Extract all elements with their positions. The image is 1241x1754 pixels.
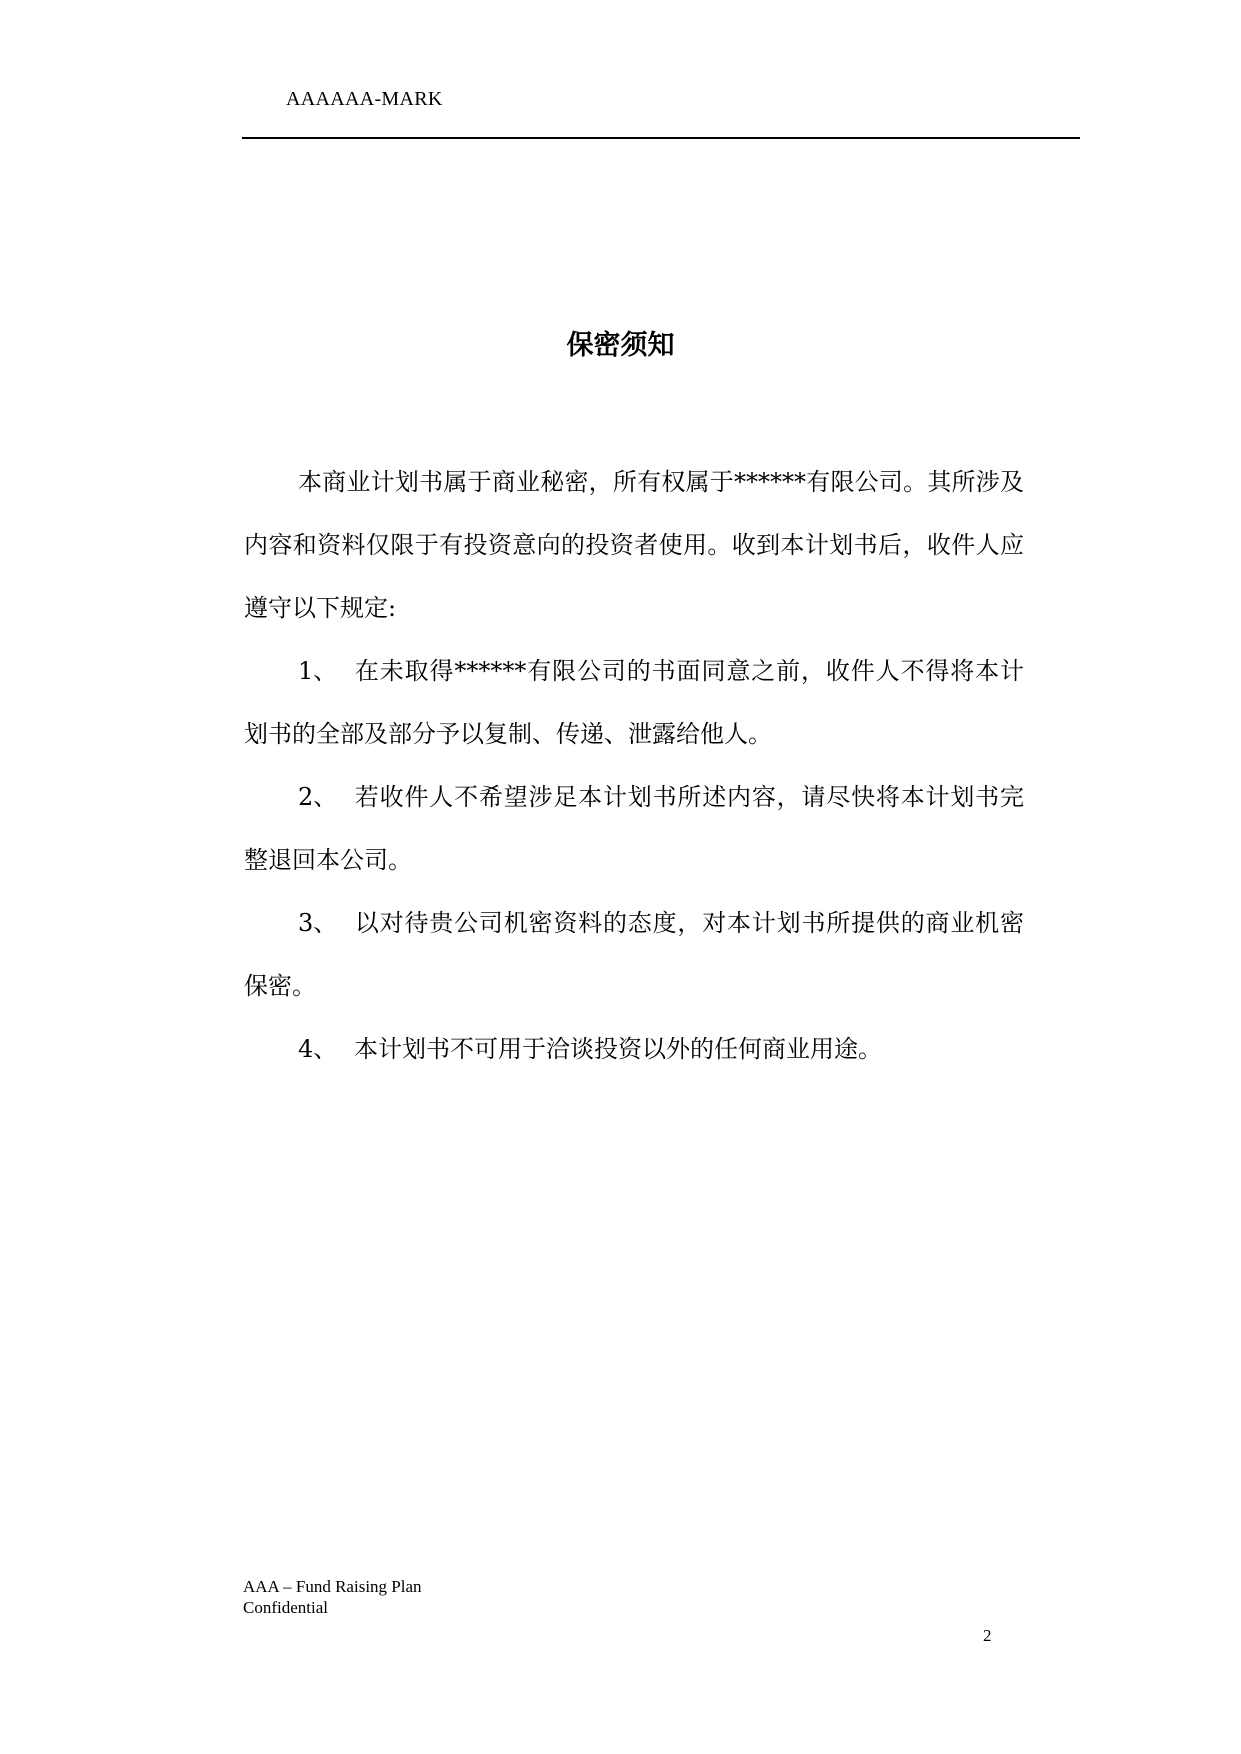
- rule-number: 4、: [298, 1035, 338, 1063]
- rule-number: 1、: [298, 657, 338, 685]
- footer-confidential-label: Confidential: [243, 1598, 328, 1617]
- intro-paragraph: 本商业计划书属于商业秘密，所有权属于******有限公司。其所涉及内容和资料仅限于有投资意向的投资者使用。收到本计划书后，收件人应遵守以下规定:: [244, 468, 1024, 622]
- rule-text: 本计划书不可用于洽谈投资以外的任何商业用途。: [354, 1035, 882, 1063]
- rule-text: 若收件人不希望涉足本计划书所述内容，请尽快将本计划书完整退回本公司。: [244, 783, 1024, 874]
- rule-number: 2、: [298, 783, 338, 811]
- page-title: 保密须知: [566, 330, 675, 361]
- header-divider: [242, 137, 1080, 139]
- rule-number: 3、: [298, 909, 338, 937]
- page-footer: [243, 1576, 422, 1618]
- rule-text: 以对待贵公司机密资料的态度，对本计划书所提供的商业机密保密。: [244, 909, 1024, 1000]
- document-body: [244, 451, 1024, 1081]
- rule-item: [244, 766, 1024, 892]
- header-mark: AAAAAA-MARK: [286, 88, 443, 110]
- footer-document-title: AAA – Fund Raising Plan: [243, 1577, 422, 1596]
- rule-text: 在未取得******有限公司的书面同意之前，收件人不得将本计划书的全部及部分予以复制、传递、泄露给他人。: [244, 657, 1024, 748]
- rule-item: [244, 892, 1024, 1018]
- page-number: 2: [983, 1626, 992, 1645]
- rule-item: [244, 640, 1024, 766]
- rule-item: [244, 1018, 1024, 1081]
